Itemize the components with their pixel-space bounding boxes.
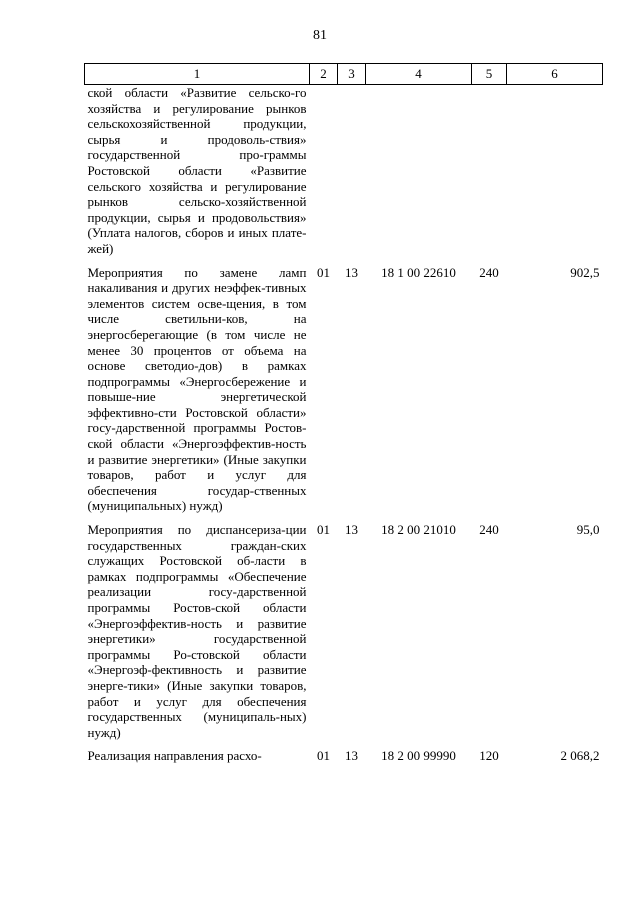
row-description: ской области «Развитие сельско-го хозяйства и регулирование рынков сельскохозяйственной продукции, сырья и продоволь-ствия» государственной про-граммы Ростовской области «Развитие сельского хозяйства и регулирование рынков сельско-хозяйственной продукции, сырья и продовольствия» (Уплата налогов, сборов и иных плате-жей)	[87, 85, 307, 256]
column-header-4: 4	[366, 64, 472, 85]
row-subsection: 13	[345, 522, 358, 538]
row-target: 18 2 00 21010	[381, 522, 456, 538]
row-amount	[507, 85, 603, 265]
column-header-1: 1	[85, 64, 310, 85]
table-header	[85, 64, 603, 85]
row-expense-type: 240	[479, 522, 499, 538]
row-section: 01	[317, 522, 330, 538]
column-header-2: 2	[310, 64, 338, 85]
row-target	[366, 85, 472, 265]
column-header-3: 3	[338, 64, 366, 85]
table-row	[85, 748, 603, 772]
table-row	[85, 85, 603, 265]
row-expense-type	[472, 85, 507, 265]
table-row	[85, 522, 603, 748]
row-amount: 95,0	[576, 522, 600, 538]
row-target: 18 2 00 99990	[381, 748, 456, 764]
row-subsection	[338, 85, 366, 265]
row-section: 01	[317, 748, 330, 764]
row-subsection: 13	[345, 264, 358, 280]
row-description: Реализация направления расхо-	[87, 748, 262, 764]
row-amount: 2 068,2	[560, 748, 600, 764]
row-section	[310, 85, 338, 265]
row-description: Мероприятия по диспансериза-ции государственных граждан-ских служащих Ростовской об-ласти в рамках подпрограммы «Обеспечение реализации госу-дарственной программы Ростов-ской области «Энергоэффектив-ность и развитие энергетики» государственной программы Ро-стовской области «Энергоэф-фективность и развитие энерге-тики» (Иные закупки товаров, работ и услуг для обеспечения государственных (муниципаль-ных) нужд)	[87, 522, 307, 740]
column-header-6: 6	[507, 64, 603, 85]
column-header-5: 5	[472, 64, 507, 85]
budget-table	[84, 63, 603, 772]
row-section: 01	[317, 264, 330, 280]
page-number: 81	[313, 28, 327, 43]
row-expense-type: 240	[479, 264, 499, 280]
row-description: Мероприятия по замене ламп накаливания и других неэффек-тивных элементов систем осве-щения, в том числе светильни-ков, на энергосберегающие (в том числе не менее 30 процентов от объема на основе светодио-дов) в рамках подпрограммы «Энергосбережение и повыше-ние энергетической эффективно-сти Ростовской области» госу-дарственной программы Ростов-ской области «Энергоэффектив-ность и развитие энергетики» (Иные закупки товаров, работ и услуг для обеспечения государ-ственных (муниципальных) нужд)	[87, 264, 307, 514]
row-subsection: 13	[345, 748, 358, 764]
header-row	[85, 64, 603, 85]
table-body	[85, 85, 603, 772]
row-expense-type: 120	[479, 748, 499, 764]
table-row	[85, 265, 603, 523]
row-target: 18 1 00 22610	[381, 264, 456, 280]
row-amount: 902,5	[570, 264, 600, 280]
